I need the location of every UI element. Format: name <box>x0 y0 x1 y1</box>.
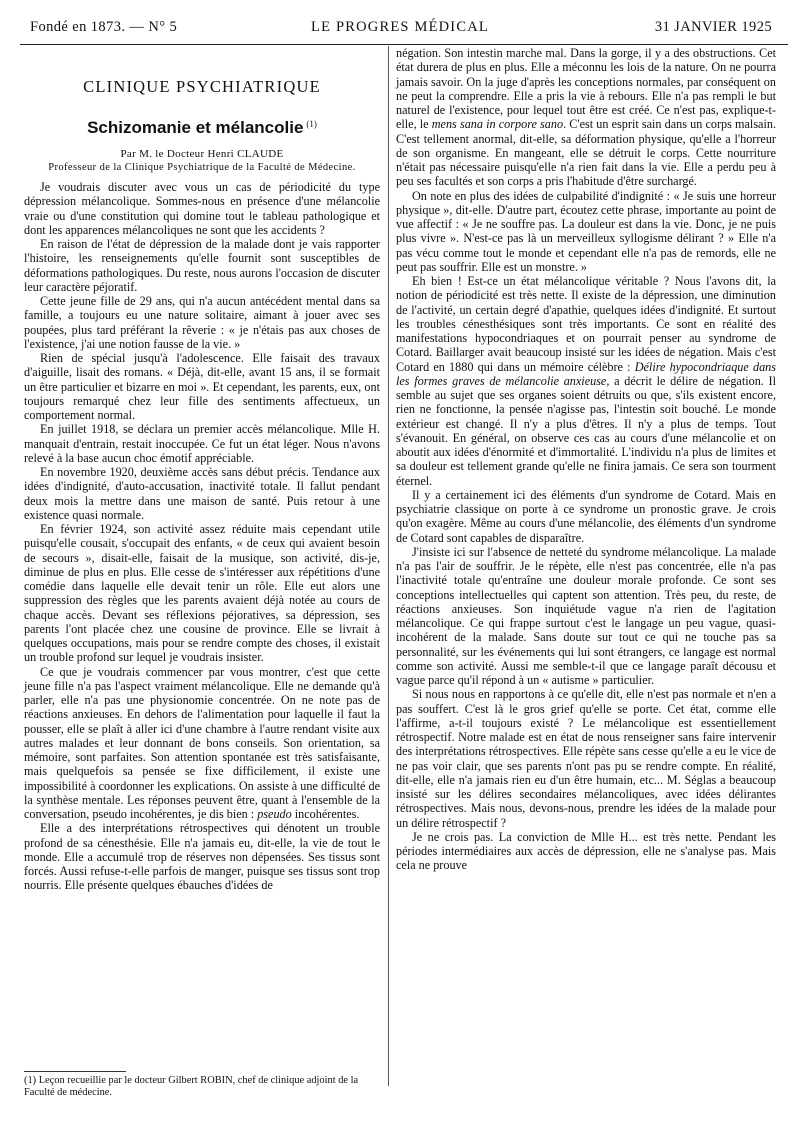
article-title-block <box>24 118 380 138</box>
journal-title: LE PROGRES MÉDICAL <box>311 19 489 35</box>
header-rule <box>20 44 788 45</box>
paragraph: Il y a certainement ici des éléments d'un syndrome de Cotard. Mais en psychiatrie classique on porte à ce syndrome un pronostic grave. Je crois qu'on exagère. Même au cours d'une mélancolie, des éléments d'un syndrome de Cotard sont capables de disparaître. <box>396 487 776 545</box>
paragraph: On note en plus des idées de culpabilité d'indignité : « Je suis une horreur physique », dit-elle. D'autre part, écoutez cette phrase, importante au point de vue affectif : « Je ne souffre pas. La douleur est dans la vie. Donc, je ne puis plus vivre ». N'est-ce pas là un merveilleux syllogisme délirant ? » Elle n'a pas vécu comme tout le monde et cependant elle n'a pas de remords, elle ne peut pas souffrir. Elle est un monstre. » <box>396 188 776 274</box>
paragraph: En novembre 1920, deuxième accès sans début précis. Tendance aux idées d'indignité, d'auto-accusation, inactivité totale. Il fallut pendant deux mois la mettre dans une maison de santé. Puis retour à une existence quasi normale. <box>24 465 380 522</box>
paragraph-tail: incohérentes. <box>291 807 360 821</box>
paragraph: Je ne crois pas. La conviction de Mlle H... est très nette. Pendant les périodes intermédiaires aux accès de dépression, elle ne s'analyse pas. Mais cela ne prouve <box>396 829 776 873</box>
paragraph: En raison de l'état de dépression de la malade dont je vais rapporter l'histoire, les renseignements qu'elle fournit sont susceptibles de déformations pathologiques. Du reste, nous aurons l'occasion de discuter leur caractère péjoratif. <box>24 237 380 294</box>
footnote-marker: (1) <box>306 118 317 129</box>
paragraph: Rien de spécial jusqu'à l'adolescence. Elle faisait des travaux d'aiguille, lisait des romans. « Déjà, dit-elle, avant 15 ans, il se formait un être particulier et bizarre en moi ». Et cependant, les parents, eux, ont toujours remarqué chez leur fille des sentiments affectueux, un comportement normal. <box>24 351 380 422</box>
paragraph: Cette jeune fille de 29 ans, qui n'a aucun antécédent mental dans sa famille, a toujours eu une nature solitaire, aimant à jouer avec ses poupées, plus tard préférant la rêverie : « je n'étais pas aux choses de l'existence, j'ai une notion fausse de la vie. » <box>24 294 380 351</box>
founding-issue-label: Fondé en 1873. — N° 5 <box>30 19 178 35</box>
article-title: Schizomanie et mélancolie <box>87 118 304 137</box>
paragraph-tail: , a décrit le délire de négation. Il semble au sujet que ses organes soient détruits ou que, s'ils existent encore, rien ne fonctionne, la pensée n'agisse pas, l'intestin soit bouché. Le monde extérieur est changé. Il n'y a plus d'êtres. Il n'y a plus de temps. Tout s'évanouit. En général, on observe ces cas au cours d'une mélancolie et on aboutit aux idées d'énormité et d'immortalité. L'individu n'a plus de limites et sa douleur est tellement grande qu'elle ne finira jamais. Ce sera son tourment éternel. <box>396 373 776 488</box>
paragraph: En février 1924, son activité assez réduite mais cependant utile puisqu'elle cousait, s'occupait des enfants, « de ceux qui avaient besoin de secours », disait-elle, faisait de la musique, son activité, dis-je, diminue de plus en plus. Elle cesse de s'intéresser aux répétitions d'une comédie dans laquelle elle devait tenir un rôle. Elle eut alors une suppression des règles que les parents avaient déjà notée au cours de chaque accès. Devant ses réflexions péjoratives, sa dépression, ses parents l'ont placée chez une cousine de province. Elle se livrait à quelques occupations, mais pour se rendre compte des choses, il existait un trouble profond sur lequel je voudrais insister. <box>24 522 380 665</box>
page-header <box>0 0 800 44</box>
paragraph: En juillet 1918, se déclara un premier accès mélancolique. Mlle H. manquait d'entrain, restait inoccupée. Ce fut un état léger. Nous n'avons relevé à la base aucun choc émotif appréciable. <box>24 422 380 465</box>
footnote: (1) Leçon recueillie par le docteur Gilbert ROBIN, chef de clinique adjoint de la Faculté de médecine. <box>24 1075 359 1098</box>
affiliation: Professeur de la Clinique Psychiatrique de la Faculté de Médecine. <box>48 162 356 173</box>
paragraph: Si nous nous en rapportons à ce qu'elle dit, elle n'est pas normale et n'en a pas souffert. C'est là le gros grief qu'elle se porte. Cet état, comme elle l'affirme, a-t-il toujours existé ? Le mélancolique est essentiellement rétrospectif. Notre malade est en état de nous renseigner sans faire intervenir des interprétations rétrospectives. Elle répète sans cesse qu'elle a eu le vice de ne pas voir clair, que ses parents n'ont pas pu se rendre compte. En réalité, dit-elle, elle n'a jamais rien eu d'un être humain, etc... M. Séglas a beaucoup insisté sur les délires secondaires mélancoliques, avec idées délirantes rétrospectives. Mais nous, devons-nous, prendre les idées de la malade pour un délire rétrospectif ? <box>396 687 776 830</box>
right-column <box>396 46 776 873</box>
italic-phrase: mens sana in corpore sano <box>431 117 564 132</box>
paragraph <box>396 274 776 488</box>
paragraph-text: négation. Son intestin marche mal. Dans la gorge, il y a des obstructions. Cet état durera de plus en plus. Elle a méconnu les lois de la nature. On ne pourra jamais savoir. On la juge d'après les conceptions normales, par conséquent on ne peut la comprendre. Elle a pris la vie à rebours. Elle n'a pas rempli le but naturel de l'existence, pour lequel tout être est créé. Ce n'est pas, explique-t-elle, le <box>396 46 776 132</box>
left-column <box>24 158 380 893</box>
paragraph <box>396 46 776 189</box>
paragraph-text: Ce que je voudrais commencer par vous montrer, c'est que cette jeune fille n'a pas l'aspect vraiment mélancolique. Elle ne demande qu'à parler, elle n'a pas une physionomie concentrée. On ne note pas de réactions anxieuses. En dehors de l'alimentation pour laquelle il faut la pousser, elle se plaît à aller ici d'une chambre à l'autre rendant visite aux autres malades et leur donnant de bons conseils. Son orientation, sa mémoire, sont parfaites. Son attention spontanée est très satisfaisante, mais quelquefois sa pensée se fixe difficilement, il existe une impossibilité à coordonner les explications. On assiste à une difficulté de la synthèse mentale. Les réponses peuvent être, quant à l'ensemble de la conversation, pseudo incohérentes, je dis bien : <box>24 664 380 821</box>
byline: Par M. le Docteur Henri CLAUDE <box>120 148 284 160</box>
paragraph <box>24 665 380 822</box>
footnote-rule <box>24 1071 126 1072</box>
paragraph-text: Eh bien ! Est-ce un état mélancolique véritable ? Nous l'avons dit, la notion de périodicité est très nette. Il existe de la dépression, une diminution de l'activité, un certain degré d'apathie, quelques idées d'indignité. Et surtout les troubles cénesthésiques sont très importants. Ce sont en réalité des manifestations hypocondriaques et on pourrait penser au syndrome de Cotard. Baillarger avait beaucoup insisté sur les idées de négation. Mais c'est Cotard en 1880 qui dans un mémoire célèbre : <box>396 274 776 374</box>
paragraph: Je voudrais discuter avec vous un cas de périodicité du type dépression mélancolique. Sommes-nous en présence d'une mélancolie vraie ou d'une constitution qui domine tout le tableau pathologique et dont les apparences mélancoliques ne sont que les accidents ? <box>24 180 380 237</box>
paragraph: Elle a des interprétations rétrospectives qui dénotent un trouble profond de sa cénesthésie. Elle n'a jamais eu, dit-elle, la vie de tout le monde. Elle a accumulé trop de réserves non dépensées. Ses tissus sont forcés. Aussi refuse-t-elle parfois de manger, puisque ses tissus sont trop nourris. Elle présente quelques ébauches d'idées de <box>24 821 380 893</box>
italic-term: pseudo <box>257 807 292 821</box>
section-title: CLINIQUE PSYCHIATRIQUE <box>83 77 321 96</box>
italic-citation: Délire hypocondriaque dans les formes graves de mélancolie anxieuse <box>396 359 776 388</box>
column-divider <box>388 46 389 1086</box>
paragraph-tail: . C'est un esprit sain dans un corps malsain. C'est tellement anormal, dit-elle, sa déformation physique, qu'elle a l'horreur de son organisme. En mangeant, elle se détruit le corps. Cette nourriture n'était pas nécessaire puisqu'elle n'a rien fait dans la vie. Elle a perdu peu à peu ses facultés et son corps a pris l'habitude d'être surchargé. <box>396 117 776 189</box>
paragraph: J'insiste ici sur l'absence de netteté du syndrome mélancolique. La malade n'a pas l'air de souffrir. Je le répète, elle n'est pas concentrée, elle n'a pas l'inactivité totale qu'entraîne une douleur morale profonde. Ce sont ses conceptions intellectuelles qui captent son attention. Très peu, du reste, de réactions anxieuses. Son inquiétude vague n'a rien de l'agitation mélancolique. Ce qui frappe surtout c'est le langage un peu vague, quasi-incohérent de la malade. Sans doute sur tout ce qui ne touche pas sa personnalité, sur les événements qui lui sont étrangers, ce langage est normal comme son activité. Aussi me semble-t-il que ce langage paraît décousu et vague parce qu'il répond à un « autisme » particulier. <box>396 544 776 687</box>
issue-date: 31 JANVIER 1925 <box>654 19 772 35</box>
